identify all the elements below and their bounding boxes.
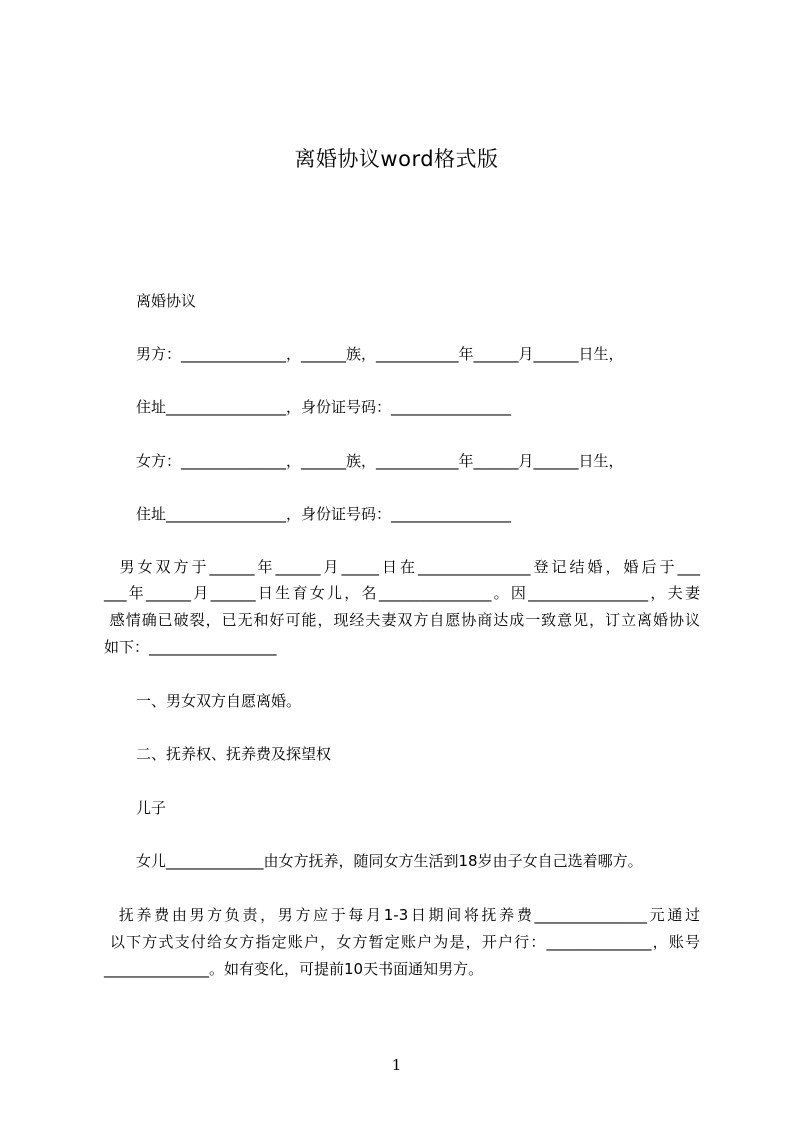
daughter-custody-line: 女儿_____________由女方抚养，随同女方生活到18岁由子女自己选着哪方。 bbox=[136, 852, 643, 870]
male-address-line: 住址________________，身份证号码：________________ bbox=[136, 398, 512, 416]
support-paragraph-line-3: ______________。如有变化，可提前10天书面通知男方。 bbox=[104, 960, 484, 978]
agreement-heading: 离婚协议 bbox=[136, 292, 197, 310]
marriage-paragraph-line-3: 感情确已破裂，已无和好可能，现经夫妻双方自愿协商达成一致意见，订立离婚协议 bbox=[104, 611, 700, 629]
female-party-line: 女方：______________，______族，___________年______月______日生， bbox=[136, 452, 624, 470]
page-number: 1 bbox=[391, 1056, 402, 1074]
clause-1: 一、男女双方自愿离婚。 bbox=[136, 692, 302, 710]
male-party-line: 男方：______________，______族，___________年______月______日生， bbox=[136, 345, 624, 363]
document-title: 离婚协议word格式版 bbox=[294, 147, 499, 171]
marriage-paragraph-line-2: ___年______月______日生育女儿，名_______________。因________________，夫妻 bbox=[104, 584, 700, 602]
support-paragraph-line-2: 以下方式支付给女方指定账户，女方暂定账户为是，开户行：______________，账号 bbox=[104, 933, 700, 951]
female-address-line: 住址________________，身份证号码：________________ bbox=[136, 505, 512, 523]
marriage-paragraph-line-1: 男女双方于______年______月_____日在_______________登记结婚，婚后于___ bbox=[104, 558, 700, 576]
support-paragraph-line-1: 抚养费由男方负责，男方应于每月1-3日期间将抚养费_______________元通过 bbox=[104, 906, 700, 924]
clause-2-heading: 二、抚养权、抚养费及探望权 bbox=[136, 745, 332, 763]
marriage-paragraph-line-4: 如下：_________________ bbox=[104, 638, 277, 656]
son-label: 儿子 bbox=[136, 799, 167, 817]
